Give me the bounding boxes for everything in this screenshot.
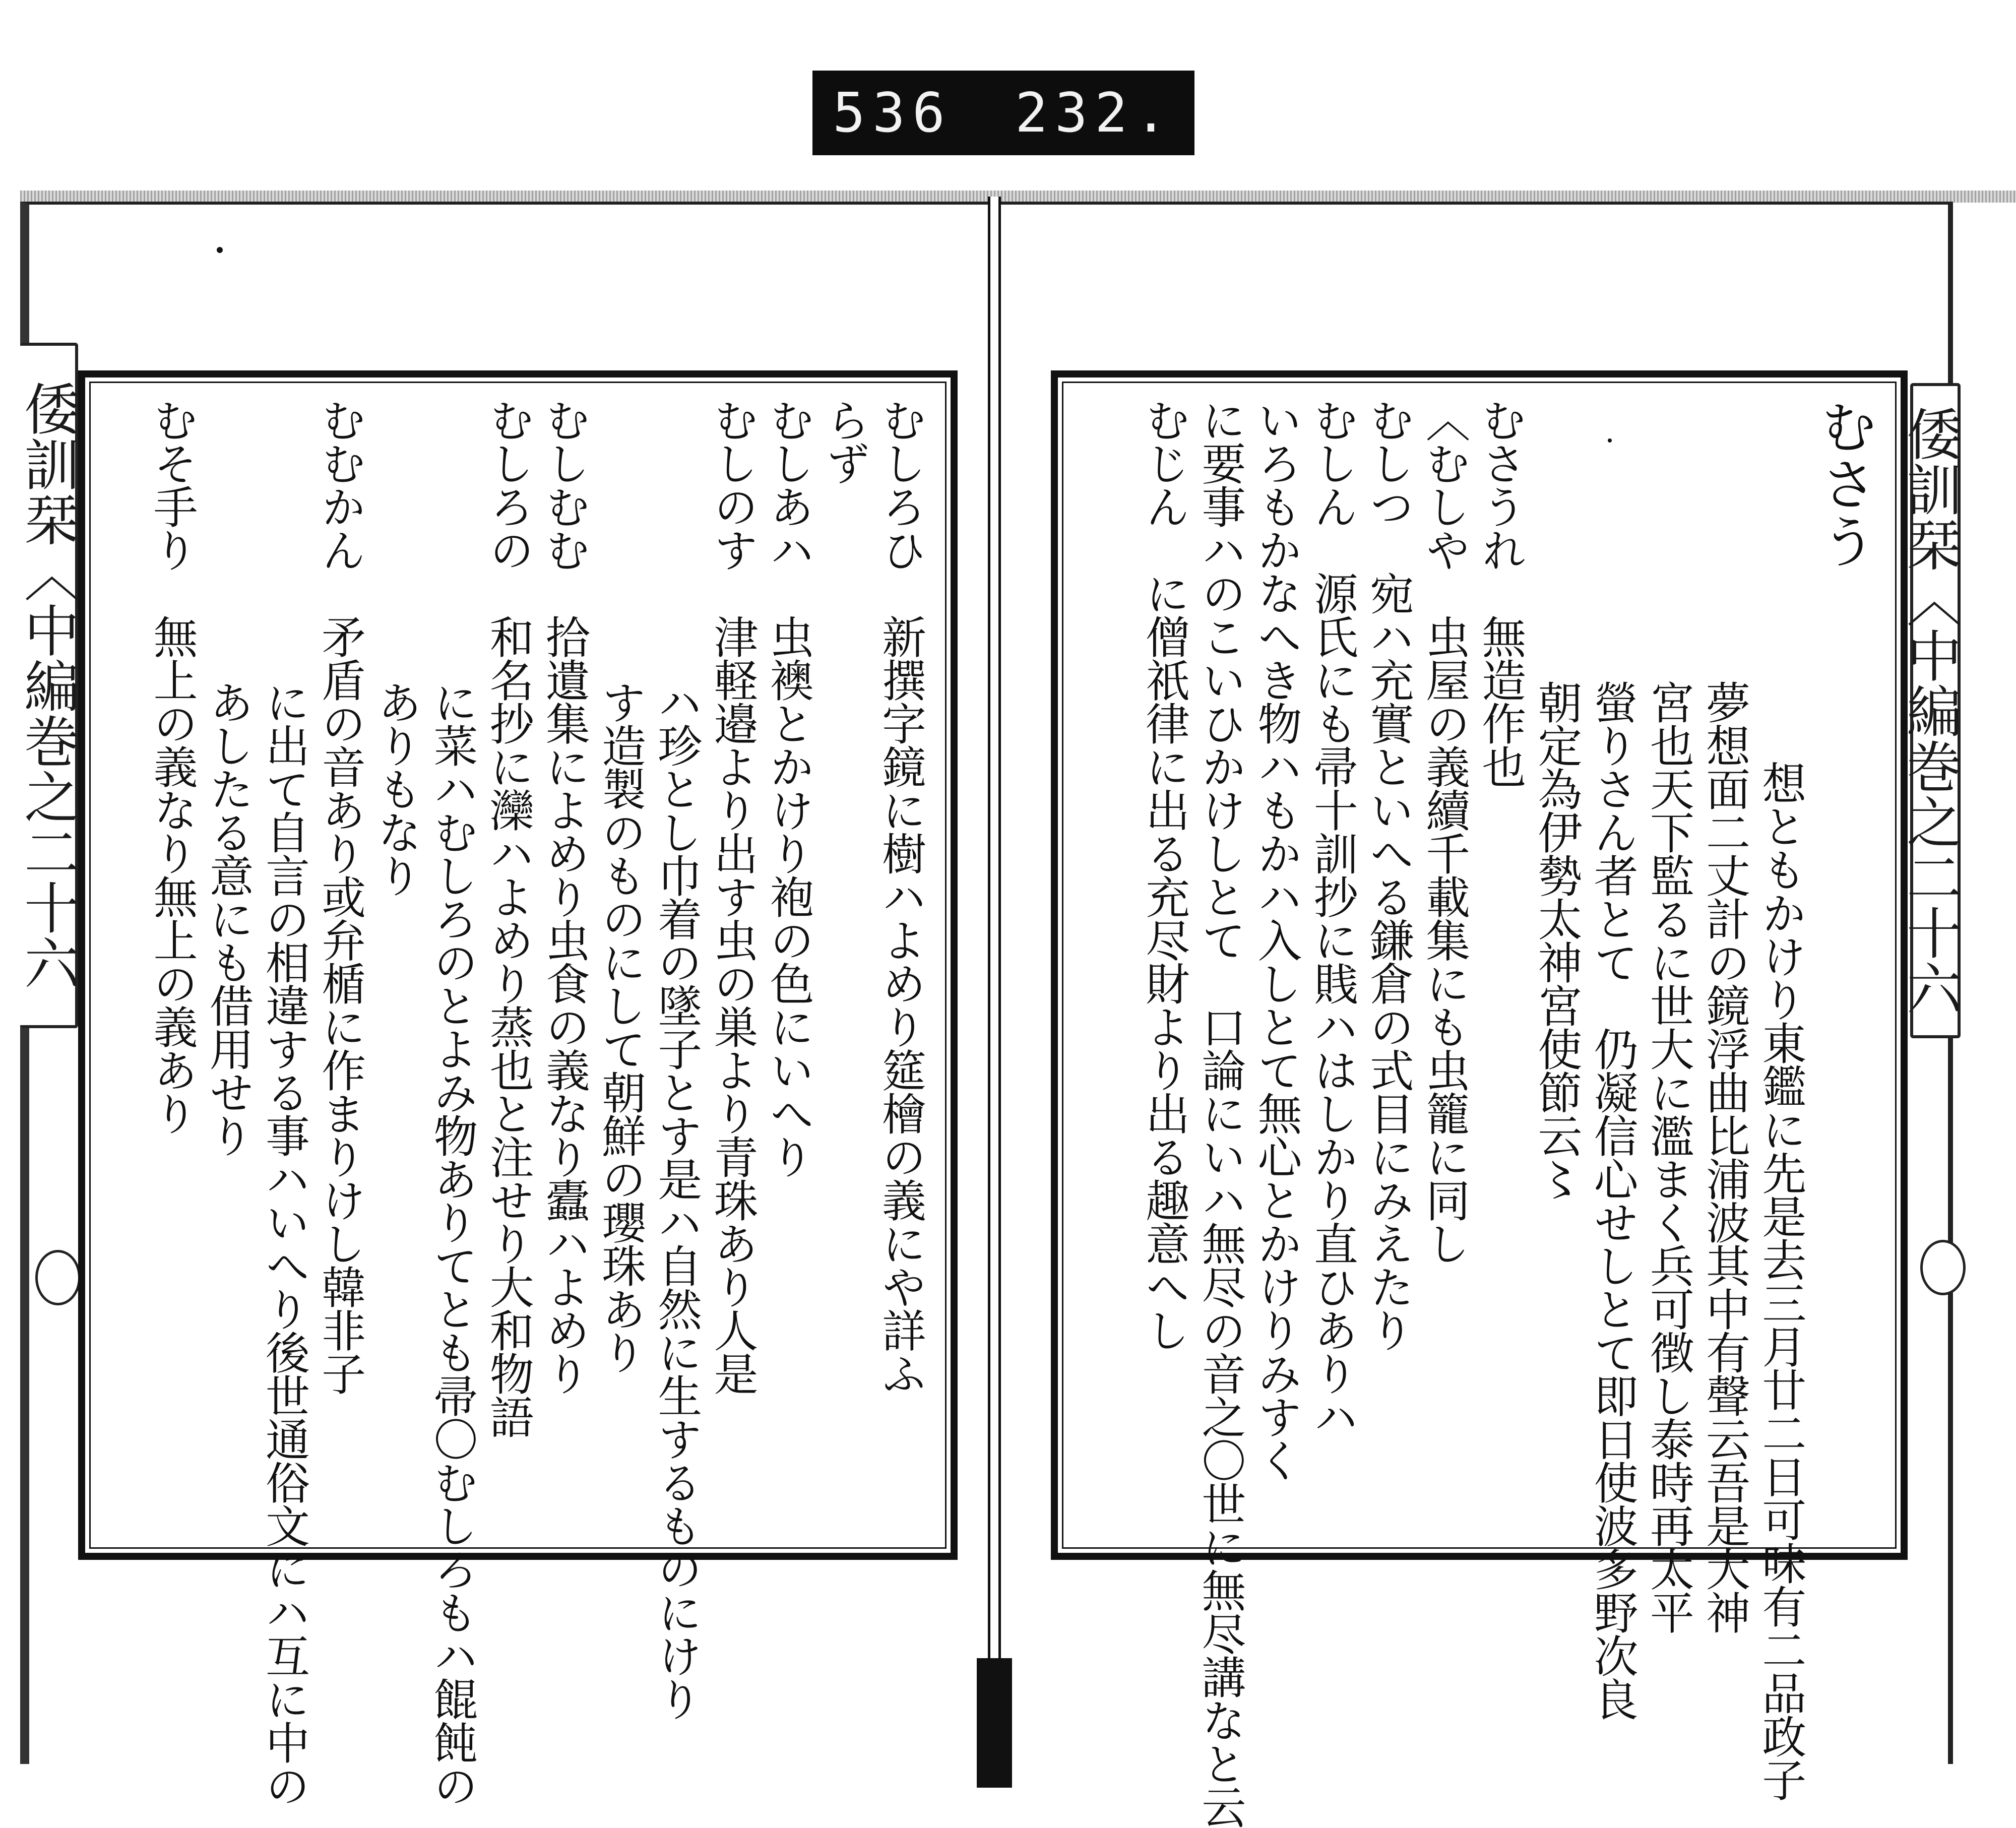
text-column: に要事ハのこいひかけしとて 口論にいハ無尽の音之〇世に無尽講なと云 bbox=[1194, 398, 1247, 1828]
text-column: 螢りさん者とて 仍凝信心せしとて即日使波多野次良 bbox=[1587, 680, 1639, 1720]
left-text-frame bbox=[78, 370, 958, 1807]
text-column: むしのす 津軽邉より出す虫の巣より青珠あり人是 bbox=[707, 398, 759, 1395]
left-hole-mark bbox=[35, 1250, 81, 1305]
text-column: す造製のものにして朝鮮の瓔珠あり bbox=[595, 680, 647, 1373]
text-column: むさうれ 無造作也 bbox=[1475, 398, 1527, 788]
ink-speck bbox=[217, 247, 223, 253]
text-column: むしあハ 虫襖とかけり袍の色にいへり bbox=[763, 398, 815, 1178]
text-column: むじん に僧祇律に出る充尽財より出る趣意へし bbox=[1139, 398, 1191, 1351]
text-column: 〈むしや 虫屋の義續千載集にも虫籠に同し bbox=[1419, 398, 1471, 1265]
text-column: ハ珍とし巾着の墜子とす是ハ自然に生するものにけり bbox=[651, 680, 703, 1720]
text-column: らず bbox=[818, 398, 871, 484]
right-spine-title: 倭訓栞〈中編巻之二十六 bbox=[1910, 383, 1961, 1038]
text-column: むしろひ 新撰字鏡に樹ハよめり筵檜の義にや詳ふ bbox=[875, 398, 927, 1395]
text-column: むそ手り 無上の義なり無上の義あり bbox=[146, 398, 199, 1134]
right-text-block bbox=[1082, 398, 1877, 1828]
book-edge bbox=[20, 191, 2016, 203]
text-column: いろもかなへき物ハもかハ入しとて無心とかけりみすく bbox=[1250, 398, 1303, 1481]
text-column: 宮也天下監るに世大に濫まく兵可徴し泰時再太平 bbox=[1643, 680, 1695, 1633]
text-column: むしん 源氏にも帚十訓抄に賎ハはしかり直ひありハ bbox=[1306, 398, 1359, 1438]
archive-number-right: 232. bbox=[1015, 81, 1174, 145]
page-fold bbox=[988, 197, 1001, 1779]
text-column: あしたる意にも借用せり bbox=[202, 680, 255, 1157]
text-column: むむかん 矛盾の音あり或弁楯に作まりけし韓非子 bbox=[314, 398, 367, 1395]
text-column: に菜ハむしろのとよみ物ありてとも帚〇むしろもハ餛飩の bbox=[426, 680, 479, 1807]
text-column: に出て自言の相違する事ハいへり後世通俗文にハ互に中の bbox=[258, 680, 310, 1807]
left-spine-title: 倭訓栞〈中編巻之二十六 bbox=[20, 343, 78, 1028]
archive-number-left: 536 bbox=[833, 81, 953, 145]
text-column: むしつ 宛ハ充實といへる鎌倉の式目にみえたり bbox=[1362, 398, 1415, 1351]
binding-shadow bbox=[977, 1658, 1012, 1788]
text-column: ありもなり bbox=[370, 680, 423, 897]
text-column: むしろの 和名抄に灤ハよめり蒸也と注せり大和物語 bbox=[482, 398, 535, 1438]
right-text-frame bbox=[1051, 370, 1908, 1828]
archive-label bbox=[812, 71, 1194, 155]
text-column: 夢想面二丈計の鏡浮曲比浦波其中有聲云吾是大神 bbox=[1699, 680, 1751, 1633]
text-column: 想ともかけり東鑑に先是去三月廿二日可味有二品政子 bbox=[1755, 761, 1807, 1801]
right-hole-mark bbox=[1920, 1240, 1966, 1295]
text-column: むさう bbox=[1811, 398, 1877, 570]
text-column: むしむむ 拾遺集によめり虫食の義なり蠹ハよめり bbox=[538, 398, 591, 1395]
text-column: 朝定為伊勢太神宮使節云〻 bbox=[1531, 680, 1583, 1200]
left-text-block bbox=[109, 398, 927, 1807]
